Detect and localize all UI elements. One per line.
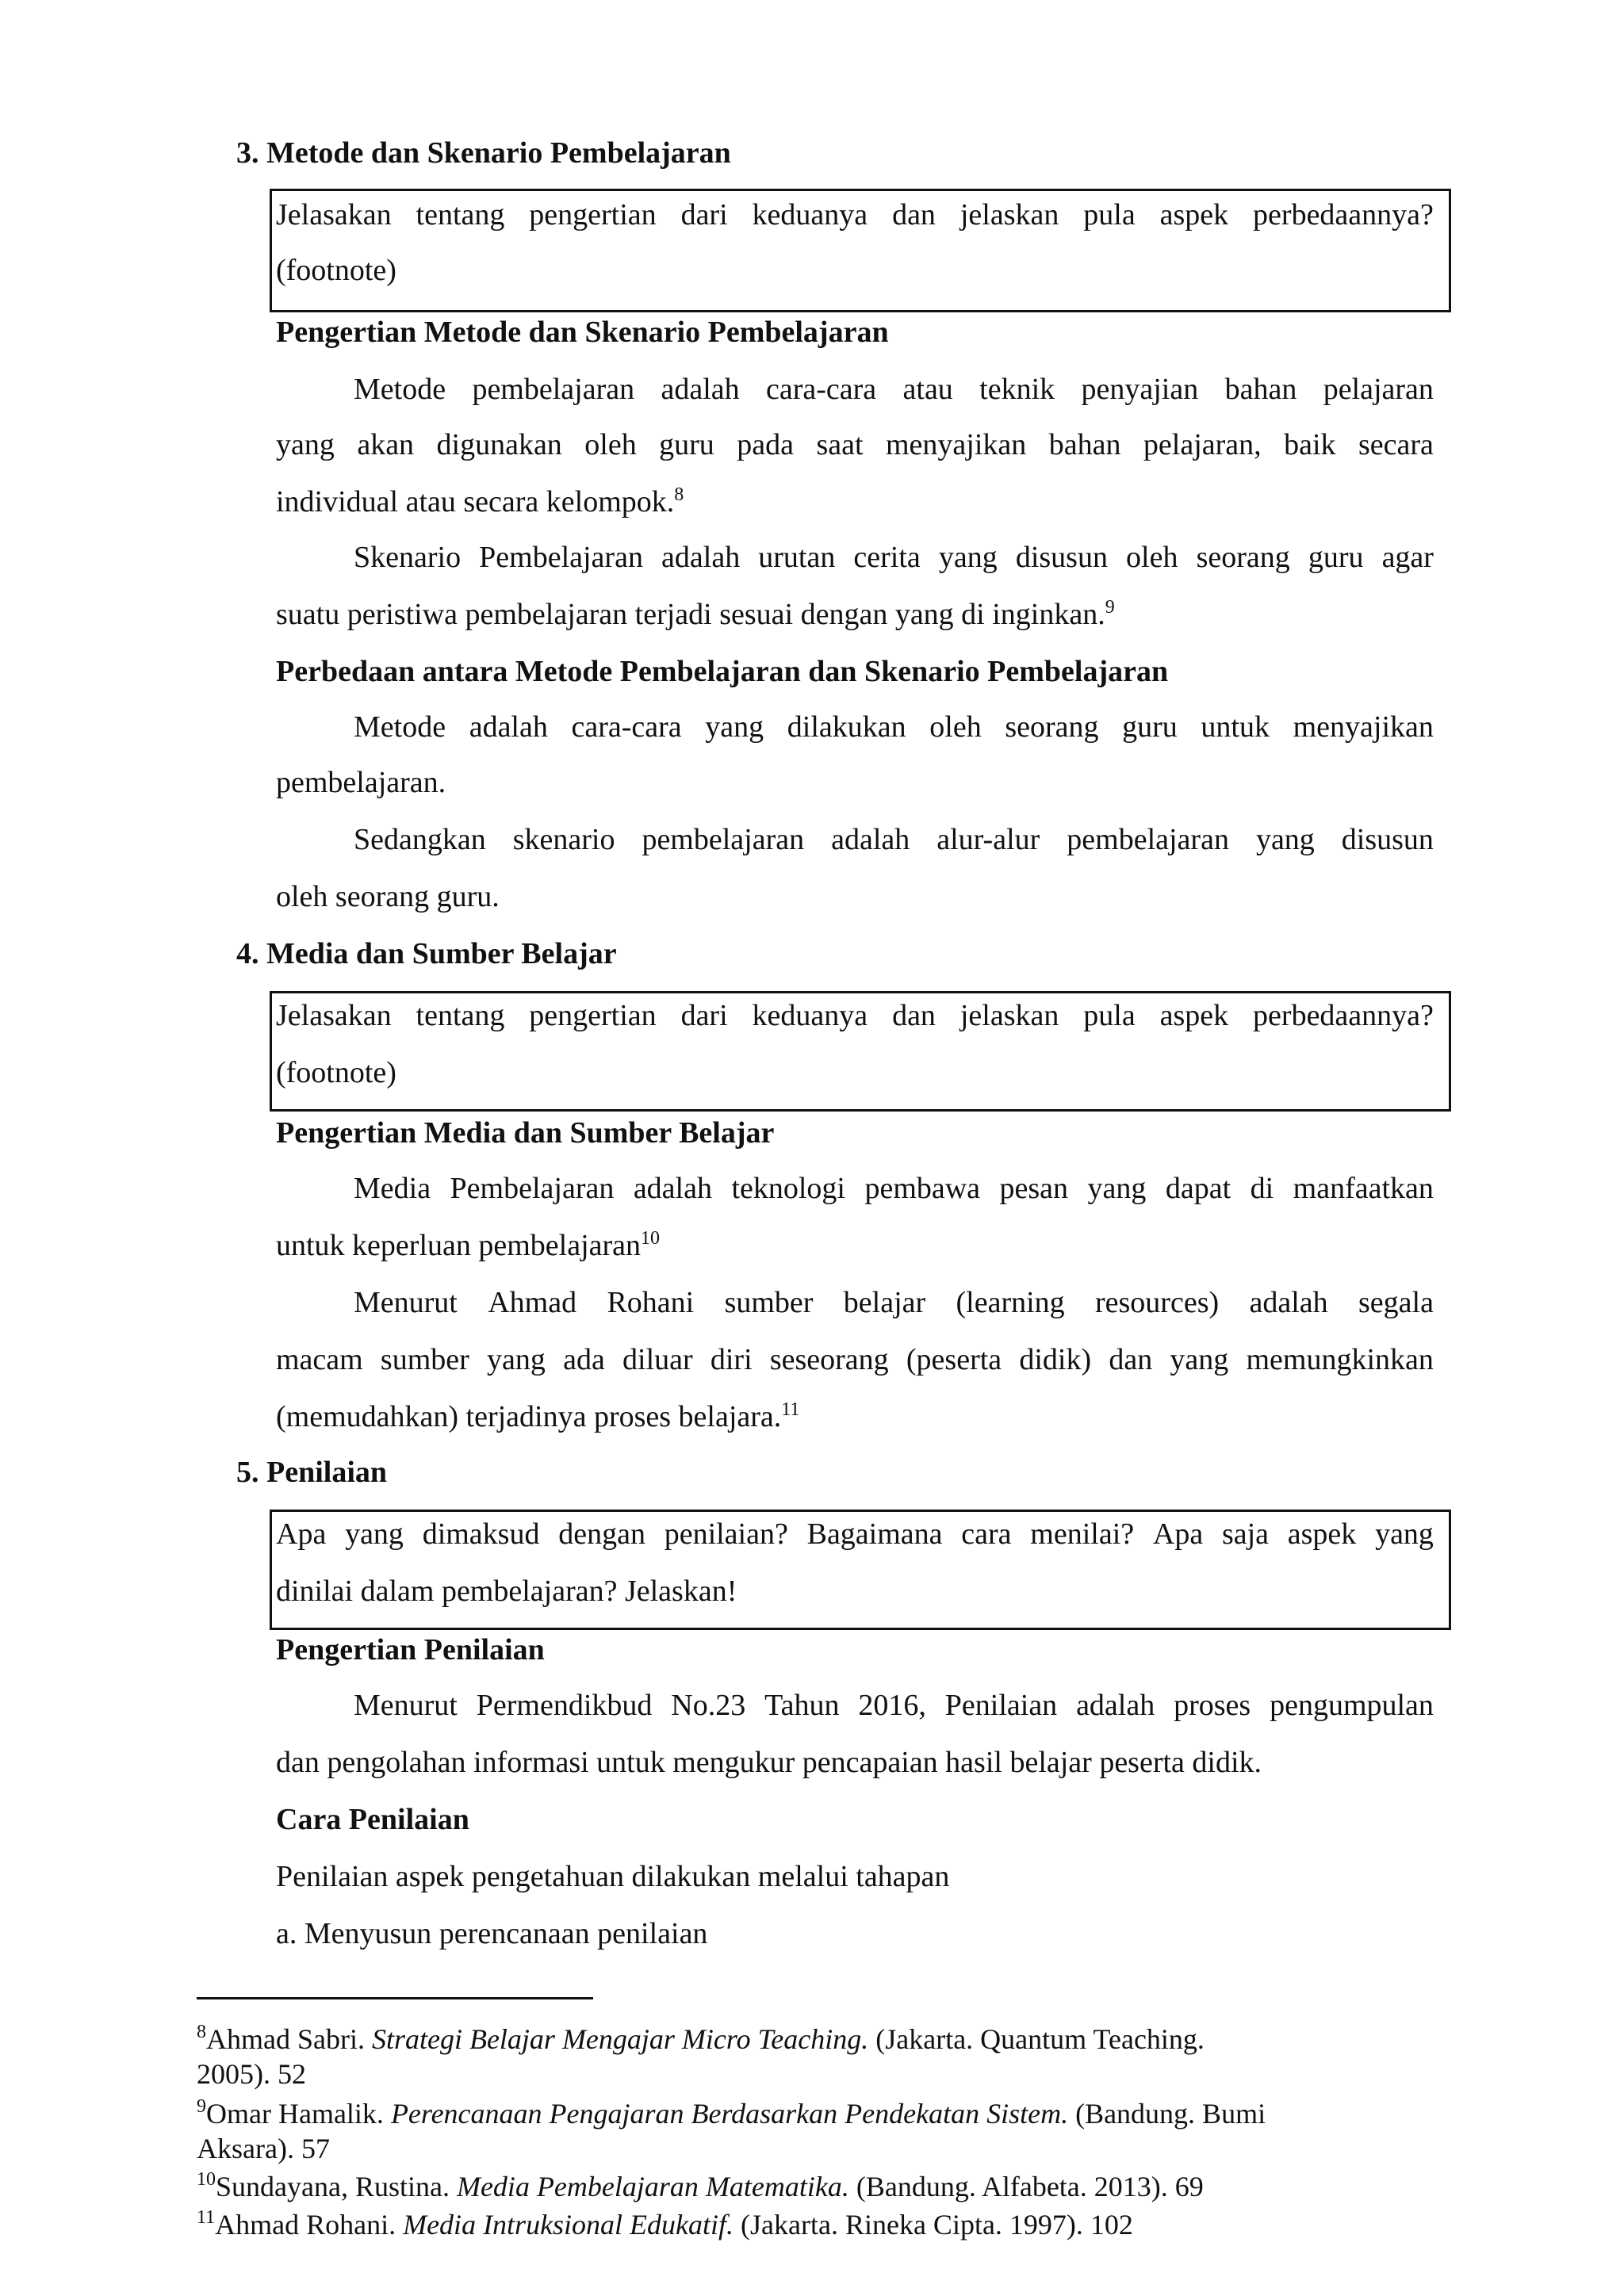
footnote-10-number: 10 [197, 2169, 216, 2190]
section-4-para2-line2: macam sumber yang ada diluar diri seseorang (peserta didik) dan yang memungkinkan [276, 1343, 1434, 1376]
footnote-8-title: Strategi Belajar Mengajar Micro Teaching. [371, 2023, 869, 2055]
footnote-8-continuation: 2005). 52 [197, 2058, 306, 2090]
footnote-9-continuation: Aksara). 57 [197, 2133, 330, 2164]
footnote-10-publisher: (Bandung. Alfabeta. 2013). 69 [848, 2171, 1204, 2202]
footnote-8-number: 8 [197, 2022, 206, 2042]
section-3-question-line2: (footnote) [276, 254, 396, 287]
section-4-question-line1: Jelasakan tentang pengertian dari keduanya dan jelaskan pula aspek perbedaannya? [276, 999, 1434, 1032]
section-3-para1-line3-text: individual atau secara kelompok. [276, 485, 675, 519]
section-4-para2-line1: Menurut Ahmad Rohani sumber belajar (learning resources) adalah segala [354, 1286, 1434, 1319]
section-3-para3-line1: Metode adalah cara-cara yang dilakukan oleh seorang guru untuk menyajikan [354, 710, 1434, 744]
footnote-9-number: 9 [197, 2096, 206, 2117]
section-3-para2-line2 [276, 596, 1115, 633]
section-4-para2-line3-text: (memudahkan) terjadinya proses belajara. [276, 1400, 782, 1433]
footnote-8-publisher: (Jakarta. Quantum Teaching. [868, 2023, 1205, 2055]
section-4-subheading-1: Pengertian Media dan Sumber Belajar [276, 1116, 775, 1150]
footnote-8 [197, 2022, 1205, 2057]
section-5-subheading-1: Pengertian Penilaian [276, 1633, 545, 1667]
section-4-question-line2: (footnote) [276, 1056, 396, 1089]
section-3-heading: 3. Metode dan Skenario Pembelajaran [236, 136, 731, 170]
footnote-11-title: Media Intruksional Edukatif. [403, 2209, 734, 2241]
section-3-subheading-1: Pengertian Metode dan Skenario Pembelajaran [276, 316, 889, 349]
footnote-ref-8: 8 [674, 484, 684, 505]
footnote-10 [197, 2169, 1204, 2204]
section-5-para1-line2: dan pengolahan informasi untuk mengukur pencapaian hasil belajar peserta didik. [276, 1746, 1262, 1779]
section-3-para2-line2-text: suatu peristiwa pembelajaran terjadi sesuai dengan yang di inginkan. [276, 598, 1105, 631]
section-4-heading: 4. Media dan Sumber Belajar [236, 937, 617, 970]
section-5-question-line2: dinilai dalam pembelajaran? Jelaskan! [276, 1575, 737, 1608]
section-3-subheading-2: Perbedaan antara Metode Pembelajaran dan Skenario Pembelajaran [276, 655, 1169, 688]
section-4-para1-line1: Media Pembelajaran adalah teknologi pembawa pesan yang dapat di manfaatkan [354, 1172, 1434, 1205]
footnote-separator [197, 1997, 593, 1999]
footnote-ref-10: 10 [641, 1228, 661, 1249]
footnote-ref-9: 9 [1105, 597, 1115, 618]
section-3-para2-line1: Skenario Pembelajaran adalah urutan cerita yang disusun oleh seorang guru agar [354, 541, 1434, 574]
footnote-11-publisher: (Jakarta. Rineka Cipta. 1997). 102 [733, 2209, 1133, 2241]
section-3-para4-line1: Sedangkan skenario pembelajaran adalah alur-alur pembelajaran yang disusun [354, 823, 1434, 856]
footnote-ref-11: 11 [781, 1399, 800, 1420]
footnote-11-number: 11 [197, 2207, 216, 2228]
footnote-11-author: Ahmad Rohani. [215, 2209, 404, 2241]
section-5-para1-line1: Menurut Permendikbud No.23 Tahun 2016, Penilaian adalah proses pengumpulan [354, 1689, 1434, 1722]
section-3-para4-line2: oleh seorang guru. [276, 880, 500, 913]
section-5-question-line1: Apa yang dimaksud dengan penilaian? Bagaimana cara menilai? Apa saja aspek yang [276, 1517, 1434, 1551]
section-3-para3-line2: pembelajaran. [276, 766, 446, 799]
footnote-10-title: Media Pembelajaran Matematika. [456, 2171, 849, 2202]
section-4-para2-line3 [276, 1399, 799, 1435]
section-5-item-a: a. Menyusun perencanaan penilaian [276, 1917, 708, 1950]
section-3-para1-line2: yang akan digunakan oleh guru pada saat menyajikan bahan pelajaran, baik secara [276, 428, 1434, 461]
footnote-9-title: Perencanaan Pengajaran Berdasarkan Pendekatan Sistem. [390, 2098, 1069, 2130]
footnote-9-author: Omar Hamalik. [206, 2098, 391, 2130]
section-4-para1-line2 [276, 1227, 660, 1264]
footnote-9-publisher: (Bandung. Bumi [1068, 2098, 1266, 2130]
section-3-para1-line3 [276, 484, 684, 520]
footnote-8-author: Ahmad Sabri. [206, 2023, 372, 2055]
footnote-9 [197, 2096, 1266, 2131]
section-3-para1-line1: Metode pembelajaran adalah cara-cara atau teknik penyajian bahan pelajaran [354, 373, 1434, 406]
section-3-question-line1: Jelasakan tentang pengertian dari keduanya dan jelaskan pula aspek perbedaannya? [276, 198, 1434, 232]
section-5-heading: 5. Penilaian [236, 1456, 388, 1489]
section-5-para2: Penilaian aspek pengetahuan dilakukan melalui tahapan [276, 1860, 950, 1893]
section-5-subheading-2: Cara Penilaian [276, 1803, 469, 1836]
footnote-10-author: Sundayana, Rustina. [216, 2171, 457, 2202]
footnote-11 [197, 2207, 1133, 2242]
section-4-para1-line2-text: untuk keperluan pembelajaran [276, 1229, 642, 1262]
